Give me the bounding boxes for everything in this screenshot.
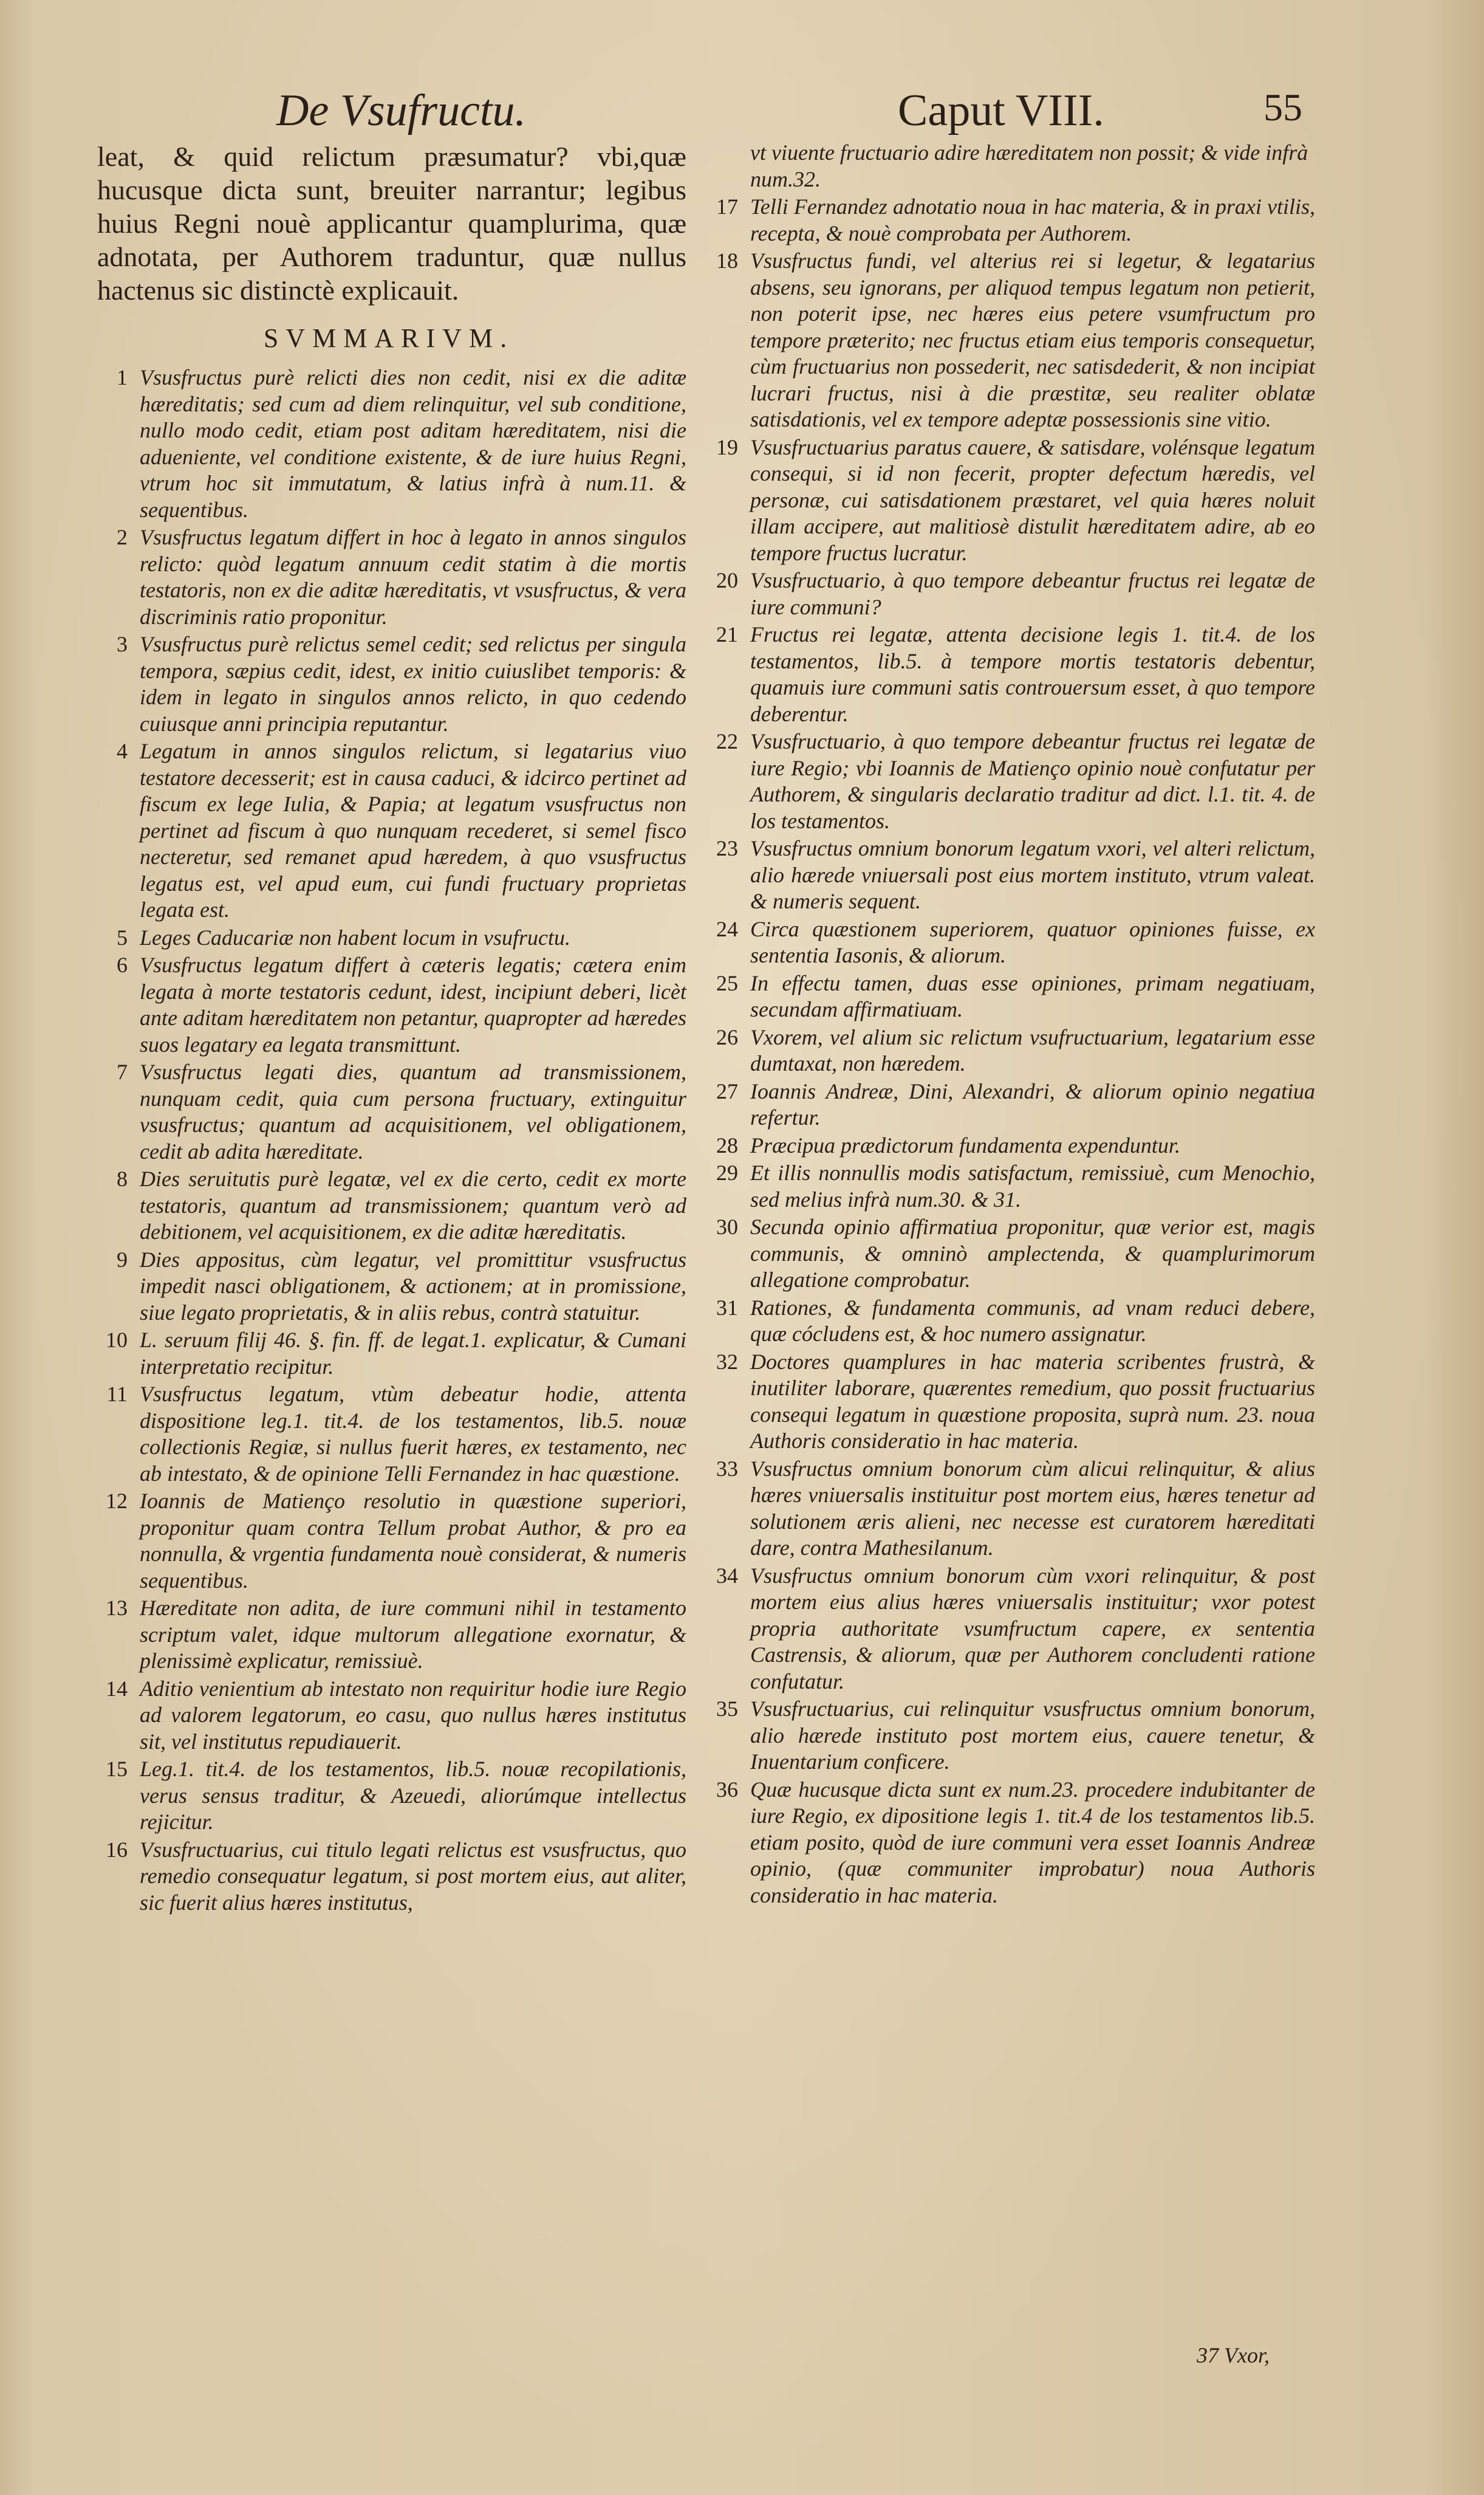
entry-number: 32 bbox=[716, 1349, 738, 1374]
entry-text: Vsusfructus omnium bonorum cùm vxori relinquitur, & post mortem eius alius hæres vniuersalis instituitur; vxor potest propria authoritate vsumfructum capere, ex sententia Castrensis, & aliorum, quæ per Authorem concludenti ratione confutatur. bbox=[750, 1563, 1315, 1694]
entry-number: 13 bbox=[106, 1596, 128, 1620]
entry-text: Telli Fernandez adnotatio noua in hac materia, & in praxi vtilis, recepta, & nouè comprobata per Authorem. bbox=[750, 194, 1315, 245]
summary-entry bbox=[708, 434, 1315, 567]
entry-number: 10 bbox=[106, 1328, 128, 1352]
entry-number: 17 bbox=[716, 194, 738, 219]
summary-entry bbox=[708, 1160, 1315, 1213]
summary-entry bbox=[708, 1214, 1315, 1294]
running-head-chapter: Caput VIII. bbox=[898, 86, 1104, 136]
folio-number: 55 bbox=[1263, 86, 1302, 129]
entry-number: 19 bbox=[716, 434, 738, 459]
entry-text: Dies appositus, cùm legatur, vel promittitur vsusfructus impedit nasci obligationem, & actionem; at in promissione, siue legato proprietatis, & in aliis rebus, contrà statuitur. bbox=[140, 1247, 686, 1325]
summary-entry bbox=[91, 1327, 686, 1380]
entry-text: Vsusfructus fundi, vel alterius rei si legetur, & legatarius absens, seu ignorans, per aliquod tempus legatum non petierit, non poterit ipse, nec hæres eius petere vsumfructum pro tempore præterito; nec fructus etiam eius temporis consequetur, cùm fructuarius non possederit, nec satisdederit, & non incipiat lucrari fructus, nisi à die præstitæ, seu realiter oblatæ satisdationis, vel ex tempore adeptæ possessionis sine vitio. bbox=[750, 249, 1315, 431]
entry-number: 1 bbox=[117, 365, 128, 390]
entry-text: Quæ hucusque dicta sunt ex num.23. procedere indubitanter de iure Regio, ex dipositione legis 1. tit.4 de los testamentos lib.5. etiam posito, quòd de iure communi vera esset Ioannis Andreæ opinio, (quæ communiter improbatur) noua Authoris consideratio in hac materia. bbox=[750, 1777, 1315, 1907]
summary-entry bbox=[91, 738, 686, 924]
entry-number: 18 bbox=[716, 249, 738, 273]
entry-number: 31 bbox=[716, 1295, 738, 1320]
entry-text: Vsusfructuario, à quo tempore debeantur fructus rei legatæ de iure communi? bbox=[750, 568, 1315, 619]
summary-entry bbox=[91, 1059, 686, 1165]
summary-entry bbox=[708, 568, 1315, 620]
entry-text: Fructus rei legatæ, attenta decisione legis 1. tit.4. de los testamentos, lib.5. à tempore mortis testatoris debentur, quamuis iure communi satis controuersum esset, à quo tempore deberentur. bbox=[750, 622, 1315, 726]
entry-text: Vsusfructus purè relicti dies non cedit, nisi ex die aditæ hæreditatis; sed cum ad diem relinquitur, vel sub conditione, nullo modo cedit, etiam post aditam hæreditatem, nisi die adueniente, vel conditione existente, & de iure huius Regni, vtrum hoc sit immutatum, & latius infrà à num.11. & sequentibus. bbox=[140, 365, 686, 522]
entry-text: Ioannis Andreæ, Dini, Alexandri, & aliorum opinio negatiua refertur. bbox=[750, 1079, 1315, 1130]
entry-number: 16 bbox=[106, 1837, 128, 1862]
entry-number: 29 bbox=[716, 1161, 738, 1185]
entry-number: 15 bbox=[106, 1757, 128, 1781]
entry-text: Vsusfructuario, à quo tempore debeantur fructus rei legatæ de iure Regio; vbi Ioannis de Matienço opinio nouè confutatur per Authorem, & singularis declaratio traditur ad dict. l.1. tit. 4. de los testamentos. bbox=[750, 729, 1315, 833]
summary-entry bbox=[708, 1295, 1315, 1348]
entry-text: In effectu tamen, duas esse opiniones, primam negatiuam, secundam affirmatiuam. bbox=[750, 970, 1315, 1021]
entry-text: Leges Caducariæ non habent locum in vsufructu. bbox=[140, 925, 570, 950]
entry-number: 33 bbox=[716, 1456, 738, 1481]
summary-entry bbox=[708, 1349, 1315, 1455]
summary-entry bbox=[708, 248, 1315, 433]
entry-number: 22 bbox=[716, 729, 738, 753]
entry-text: Legatum in annos singulos relictum, si legatarius viuo testatore decesserit; est in causa caduci, & idcirco pertinet ad fiscum ex lege Iulia, & Papia; at legatum vsusfructus non pertinet ad fiscum à quo nunquam recederet, si semel fisco necteretur, sed remanet apud hæredem, à quo vsusfructus legatus est, vel apud eum, cui fundi fructuary proprietas legata est. bbox=[140, 739, 686, 922]
entry-number: 24 bbox=[716, 916, 738, 941]
entry-number: 27 bbox=[716, 1079, 738, 1103]
summary-entry bbox=[708, 1133, 1315, 1159]
entry-text: Circa quæstionem superiorem, quatuor opiniones fuisse, ex sententia Iasonis, & aliorum. bbox=[750, 916, 1315, 967]
summary-list-right bbox=[708, 194, 1315, 1909]
entry-text: Dies seruitutis purè legatæ, vel ex die certo, cedit ex morte testatoris, quantum ad transmissionem; quantum verò ad debitionem, vel acquisitionem, ex die aditæ hæreditatis. bbox=[140, 1167, 686, 1244]
summary-entry bbox=[91, 1381, 686, 1487]
entry-number: 20 bbox=[716, 568, 738, 592]
summary-entry bbox=[708, 194, 1315, 247]
summary-entry bbox=[708, 916, 1315, 969]
summary-entry bbox=[91, 524, 686, 630]
entry-number: 21 bbox=[716, 622, 738, 647]
summary-title: SVMMARIVM. bbox=[263, 323, 515, 353]
entry-number: 14 bbox=[106, 1676, 128, 1701]
entry-text: Præcipua prædictorum fundamenta expenduntur. bbox=[750, 1133, 1180, 1158]
entry-number: 34 bbox=[716, 1563, 738, 1588]
entry-number: 28 bbox=[716, 1133, 738, 1158]
entry-text: L. seruum filij 46. §. fin. ff. de legat.1. explicatur, & Cumani interpretatio recipitur. bbox=[140, 1328, 686, 1379]
summary-entry bbox=[91, 1166, 686, 1246]
summary-entry bbox=[91, 1595, 686, 1675]
entry-text: Vsusfructuarius paratus cauere, & satisdare, volénsque legatum consequi, si id non fecerit, propter defectum hæredis, vel personæ, cui satisdationem præstaret, vel quia hæres noluit illam accipere, aut malitiosè distulit hæreditatem adire, ab eo tempore fructus lucratur. bbox=[750, 434, 1315, 565]
summary-entry bbox=[708, 1079, 1315, 1131]
entry-text: Rationes, & fundamenta communis, ad vnam reduci debere, quæ cócludens est, & hoc numero assignatur. bbox=[750, 1295, 1315, 1346]
entry-number: 4 bbox=[117, 739, 128, 763]
catchword: 37 Vxor, bbox=[1197, 2343, 1270, 2367]
summary-entry bbox=[708, 970, 1315, 1023]
summary-entry bbox=[708, 1696, 1315, 1776]
entry-text: Doctores quamplures in hac materia scribentes frustrà, & inutiliter laborare, quærentes remedium, quo possit fructuarius consequi legatum in quæstione proposita, suprà num. 23. noua Authoris consideratio in hac materia. bbox=[750, 1349, 1315, 1453]
entry-number: 35 bbox=[716, 1697, 738, 1721]
summary-list-left bbox=[91, 365, 686, 1916]
summary-entry bbox=[91, 1756, 686, 1836]
summary-entry bbox=[91, 1247, 686, 1326]
entry-number: 36 bbox=[716, 1777, 738, 1802]
entry-number: 26 bbox=[716, 1024, 738, 1049]
summary-entry bbox=[91, 1488, 686, 1594]
summary-entry bbox=[91, 631, 686, 737]
summary-entry bbox=[91, 365, 686, 523]
summary-entry bbox=[91, 1676, 686, 1755]
entry-text: Vsusfructus omnium bonorum cùm alicui relinquitur, & alius hæres vniuersalis instituitur post mortem eius, hæres tenetur ad solutionem æris alieni, nec necesse est curatorem hæreditati dare, contra Mathesilanum. bbox=[750, 1456, 1315, 1560]
entry-number: 3 bbox=[117, 632, 128, 656]
entry-text: Et illis nonnullis modis satisfactum, remissiuè, cum Menochio, sed melius infrà num.30. & 31. bbox=[750, 1161, 1315, 1212]
entry-text: Vsusfructuarius, cui titulo legati relictus est vsusfructus, quo remedio consequatur legatum, si post mortem eius, aut aliter, sic fuerit alius hæres institutus, bbox=[140, 1837, 686, 1915]
summary-entry bbox=[708, 1563, 1315, 1695]
entry-text: Vsusfructus legatum differt in hoc à legato in annos singulos relicto: quòd legatum annuum cedit statim à die mortis testatoris, non ex die aditæ hæreditatis, vt vsusfructus, & vera discriminis ratio proponitur. bbox=[140, 525, 686, 629]
summary-entry bbox=[708, 1777, 1315, 1909]
entry-text: Secunda opinio affirmatiua proponitur, quæ verior est, magis communis, & omninò amplectenda, & quamplurimorum allegatione comprobatur. bbox=[750, 1215, 1315, 1292]
summary-entry bbox=[91, 1837, 686, 1917]
entry-number: 23 bbox=[716, 836, 738, 860]
intro-text: leat, & quid relictum præsumatur? vbi,quæ hucusque dicta sunt, breuiter narrantur; legibus huius Regni nouè applicantur quamplurima, quæ adnotata, per Authorem traduntur, quæ nullus hactenus sic distinctè explicauit. bbox=[97, 141, 686, 306]
entry-number: 25 bbox=[716, 970, 738, 995]
entry-number: 7 bbox=[117, 1060, 128, 1084]
summary-entry bbox=[708, 729, 1315, 834]
right-column bbox=[708, 140, 1315, 1910]
entry-text: Hæreditate non adita, de iure communi nihil in testamento scriptum valet, idque multorum allegatione exornatur, & plenissimè explicatur, remissiuè. bbox=[140, 1596, 686, 1673]
entry-text: Vsusfructus legati dies, quantum ad transmissionem, nunquam cedit, quia cum persona fructuary, extinguitur vsusfructus; quantum ad acquisitionem, vel obligationem, cedit ab adita hæreditate. bbox=[140, 1060, 686, 1164]
summary-entry bbox=[708, 836, 1315, 915]
summary-entry bbox=[708, 1456, 1315, 1562]
entry-text: Leg.1. tit.4. de los testamentos, lib.5. nouæ recopilationis, verus sensus traditur, & Azeuedi, aliorúmque intellectus rejicitur. bbox=[140, 1757, 686, 1834]
entry-number: 9 bbox=[117, 1247, 128, 1272]
entry-number: 2 bbox=[117, 525, 128, 549]
entry-number: 5 bbox=[117, 925, 128, 950]
left-column bbox=[91, 140, 686, 1917]
entry-text: Vsusfructus purè relictus semel cedit; sed relictus per singula tempora, sæpius cedit, idest, ex initio cuiuslibet temporis: & idem in legato in singulos annos relicto, in quo cedendo cuiusque anni principia reputantur. bbox=[140, 632, 686, 736]
entry-text: Vsusfructus legatum differt à cæteris legatis; cætera enim legata à morte testatoris cedunt, idest, incipiunt deberi, licèt ante aditam hæreditatem non petantur, quapropter ad hæredes suos legatary ea legata transmittunt. bbox=[140, 953, 686, 1057]
entry-text: Aditio venientium ab intestato non requiritur hodie iure Regio ad valorem legatorum, eo casu, quo nullus hæres institutus sit, vel institutus repudiauerit. bbox=[140, 1676, 686, 1754]
entry-text: Vxorem, vel alium sic relictum vsufructuarium, legatarium esse dumtaxat, non hæredem. bbox=[750, 1024, 1315, 1076]
summary-entry bbox=[91, 952, 686, 1058]
entry-number: 11 bbox=[106, 1382, 128, 1406]
running-head-left: De Vsufructu. bbox=[276, 86, 527, 136]
continuation-text: vt viuente fructuario adire hæreditatem non possit; & vide infrà num.32. bbox=[750, 140, 1308, 191]
entry-number: 8 bbox=[117, 1167, 128, 1191]
entry-text: Vsusfructus legatum, vtùm debeatur hodie, attenta dispositione leg.1. tit.4. de los testamentos, lib.5. nouæ collectionis Regiæ, si nullus fuerit hæres, ex testamento, nec ab intestato, & de opinione Telli Fernandez in hac quæstione. bbox=[140, 1382, 686, 1486]
summary-entry bbox=[91, 925, 686, 952]
summary-entry bbox=[708, 622, 1315, 727]
entry-text: Vsusfructus omnium bonorum legatum vxori, vel alteri relictum, alio hærede vniuersali post eius mortem instituto, vtrum valeat. & numeris sequent. bbox=[750, 836, 1315, 913]
entry-text: Vsusfructuarius, cui relinquitur vsusfructus omnium bonorum, alio hærede instituto post mortem eius, cauere tenetur, & Inuentarium conficere. bbox=[750, 1697, 1315, 1774]
entry-text: Ioannis de Matienço resolutio in quæstione superiori, proponitur quam contra Tellum probat Author, & pro ea nonnulla, & vrgentia fundamenta nouè considerat, & numeris sequentibus. bbox=[140, 1489, 686, 1593]
summary-entry bbox=[708, 1024, 1315, 1077]
entry-number: 6 bbox=[117, 953, 128, 977]
entry-number: 30 bbox=[716, 1215, 738, 1239]
entry-number: 12 bbox=[106, 1489, 128, 1513]
